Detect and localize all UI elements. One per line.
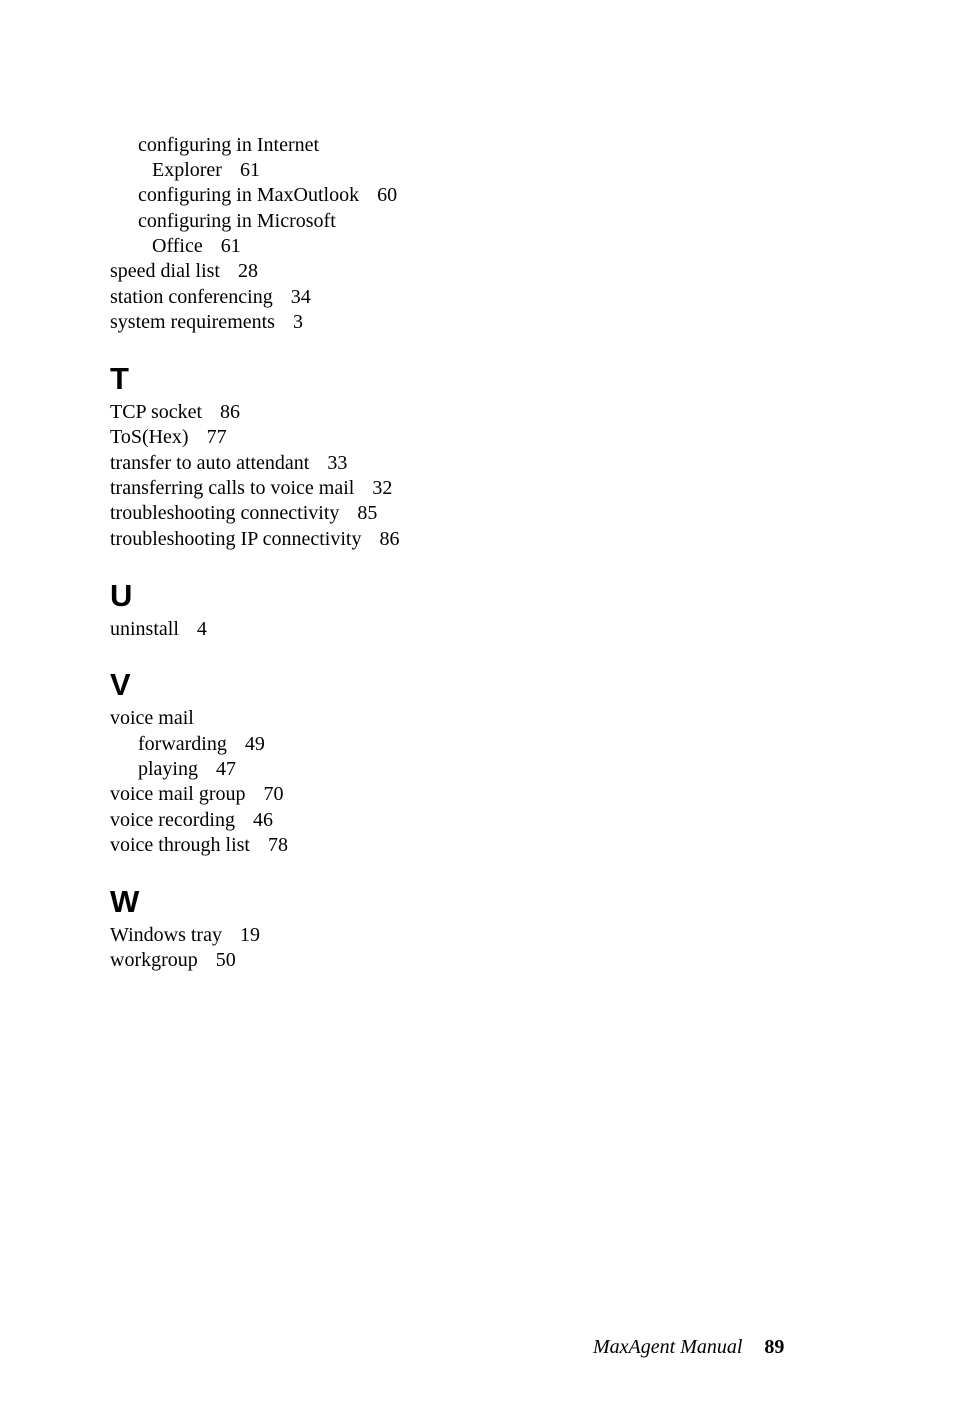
entry-text: station conferencing [110,286,273,308]
entry-text: configuring in Internet [138,134,320,156]
index-entry [110,833,288,857]
page-number: 89 [764,1336,785,1358]
entry-page: 34 [290,286,311,308]
entry-text: configuring in Microsoft [138,210,336,232]
entry-text: troubleshooting connectivity [110,502,340,524]
entry-text: voice through list [110,834,250,856]
entry-page: 61 [239,159,260,181]
entry-page: 47 [216,758,236,780]
index-entry [110,476,392,500]
entry-text: uninstall [110,618,179,640]
entry-text: ToS(Hex) [110,426,189,448]
index-entry [110,285,311,309]
index-entry [110,527,399,551]
entry-page: 28 [237,260,258,282]
entry-text: forwarding [138,733,227,755]
index-entry [110,782,284,806]
index-entry [110,923,260,947]
entry-page: 77 [206,426,227,448]
index-entry [138,133,319,157]
entry-text: system requirements [110,311,275,333]
entry-page: 32 [372,477,393,499]
index-entry [138,209,336,233]
entry-page: 78 [267,834,288,856]
entry-page: 19 [239,924,260,946]
section-letter-v: V [110,667,131,702]
index-subentry [138,757,236,781]
entry-text: configuring in MaxOutlook [138,184,360,206]
index-entry [110,706,194,730]
entry-page: 46 [252,809,273,831]
section-letter-u: U [110,578,133,613]
entry-text: speed dial list [110,260,220,282]
entry-page: 50 [215,949,236,971]
index-entry [110,400,240,424]
entry-text: Windows tray [110,924,222,946]
index-entry [110,425,227,449]
entry-text: workgroup [110,949,198,971]
page-footer [593,1334,784,1360]
index-entry [138,183,397,207]
entry-page: 3 [292,311,303,333]
entry-page: 70 [263,783,284,805]
index-entry [152,158,260,182]
index-entry [110,310,303,334]
entry-page: 86 [220,401,241,423]
entry-text: Explorer [152,159,222,181]
entry-text: Office [152,235,203,257]
entry-page: 49 [244,733,265,755]
entry-text: transferring calls to voice mail [110,477,355,499]
entry-page: 4 [196,618,207,640]
entry-page: 33 [327,452,348,474]
index-entry [110,451,347,475]
entry-text: voice mail group [110,783,246,805]
index-entry [110,948,236,972]
section-letter-w: W [110,884,140,919]
manual-title: MaxAgent Manual [593,1336,743,1358]
entry-page: 86 [379,528,400,550]
index-entry [110,501,377,525]
entry-text: transfer to auto attendant [110,452,310,474]
index-subentry [138,732,265,756]
index-entry [110,808,273,832]
section-letter-t: T [110,361,129,396]
entry-text: playing [138,758,198,780]
index-entry [152,234,241,258]
entry-text: voice recording [110,809,235,831]
entry-text: troubleshooting IP connectivity [110,528,362,550]
index-entry [110,617,207,641]
entry-text: TCP socket [110,401,203,423]
entry-text: voice mail [110,707,194,729]
entry-page: 61 [220,235,241,257]
entry-page: 60 [377,184,398,206]
entry-page: 85 [357,502,378,524]
index-entry [110,259,258,283]
